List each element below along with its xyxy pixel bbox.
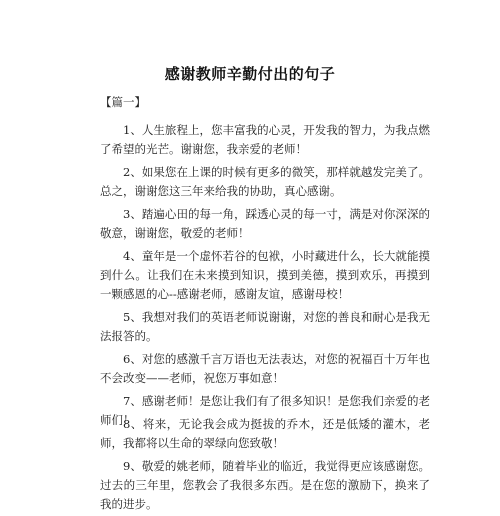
section-label: 【篇一】 <box>100 95 146 109</box>
paragraph-8: 8、将来，无论我会成为挺拔的乔木，还是低矮的灌木，老师，我都将以生命的翠绿向您致敬！ <box>100 417 430 450</box>
paragraph-5: 5、我想对我们的英语老师说谢谢，对您的善良和耐心是我无法报答的。 <box>100 310 430 343</box>
paragraph-2: 2、如果您在上课的时候有更多的微笑，那样就越发完美了。总之，谢谢您这三年来给我的协助，真心感谢。 <box>100 165 430 198</box>
paragraph-3: 3、踏遍心田的每一角，踩透心灵的每一寸，满是对你深深的敬意，谢谢您，敬爱的老师！ <box>100 207 430 240</box>
paragraph-7: 7、感谢老师！是您让我们有了很多知识！是您我们亲爱的老师们！ <box>100 394 430 427</box>
paragraph-6: 6、对您的感激千言万语也无法表达，对您的祝福百十万年也不会改变——老师，祝您万事如意！ <box>100 352 430 385</box>
paragraph-1: 1、人生旅程上，您丰富我的心灵，开发我的智力，为我点燃了希望的光芒。谢谢您，我亲爱的老师！ <box>100 123 430 156</box>
paragraph-4: 4、童年是一个虚怀若谷的包袱，小时藏进什么，长大就能摸到什么。让我们在未来摸到知识，摸到美德，摸到欢乐，再摸到一颗感恩的心--感谢老师，感谢友谊，感谢母校！ <box>100 249 430 301</box>
paragraph-9: 9、敬爱的姚老师，随着毕业的临近，我觉得更应该感谢您。过去的三年里，您教会了我很多东西。是在您的激励下，换来了我的进步。 <box>100 459 430 511</box>
document-title: 感谢教师辛勤付出的句子 <box>164 65 336 83</box>
